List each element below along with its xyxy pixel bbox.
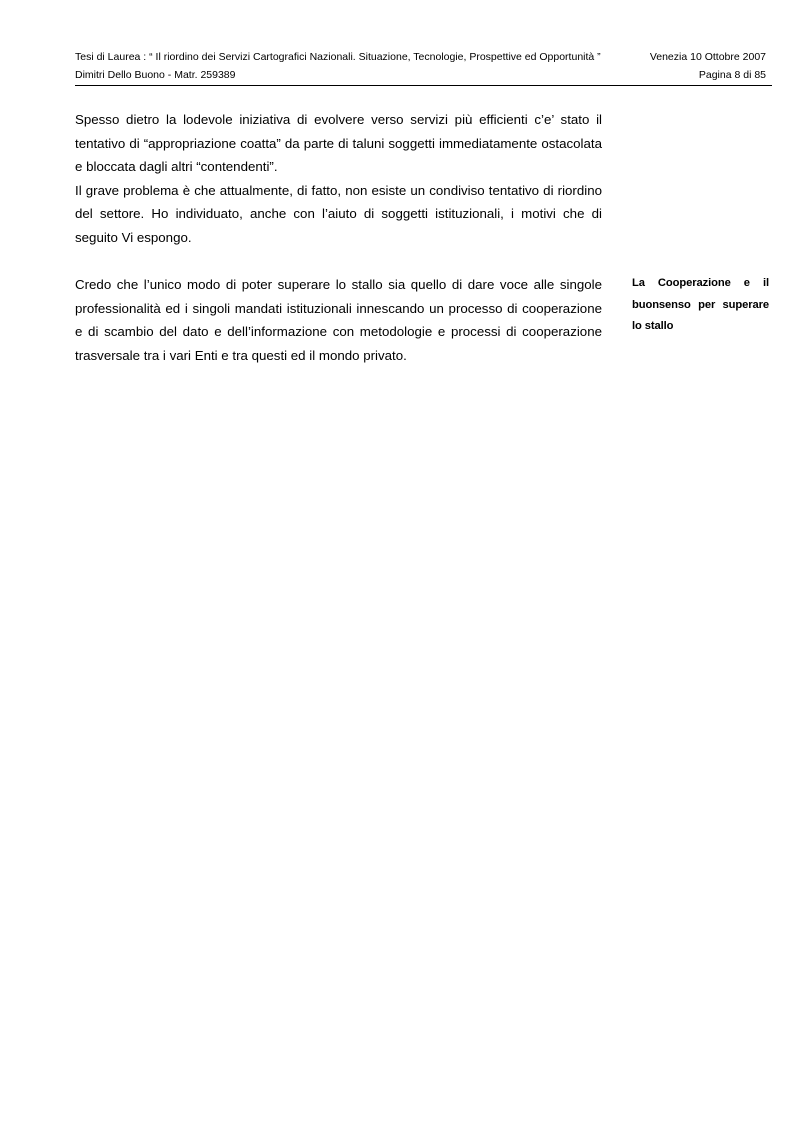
paragraph-3: Credo che l’unico modo di poter superare lo stallo sia quello di dare voce alle singole professionalità ed i singoli mandati istituzionali innescando un processo di cooperazione e di scambio del dato e dell’informazione con metodologie e processi di cooperazione trasversale tra i vari Enti e tra questi ed il mondo privato. (75, 277, 602, 363)
author-line: Dimitri Dello Buono - Matr. 259389 (75, 69, 236, 81)
header-date: Venezia 10 Ottobre 2007 (649, 51, 766, 63)
header-row-bottom (75, 66, 772, 84)
page-header (75, 48, 772, 86)
page-number: Pagina 8 di 85 (698, 69, 766, 81)
thesis-title: Tesi di Laurea : “ Il riordino dei Servizi Cartografici Nazionali. Situazione, Tecnologie, Prospettive ed Opportunità ” (75, 51, 601, 63)
paragraph-spacer (75, 250, 602, 274)
margin-note: La Cooperazione e il buonsenso per superare lo stallo (632, 277, 769, 332)
header-row-top (75, 48, 772, 66)
paragraph-2: Il grave problema è che attualmente, di fatto, non esiste un condiviso tentativo di riordino del settore. Ho individuato, anche con l’aiuto di soggetti istituzionali, i motivi che di seguito Vi espongo. (75, 182, 602, 245)
paragraph-1: Spesso dietro la lodevole iniziativa di evolvere verso servizi più efficienti c’e’ stato il tentativo di “appropriazione coatta” da parte di taluni soggetti immediatamente ostacolata e bloccata dagli altri “contendenti”. (75, 112, 602, 175)
main-text (75, 108, 602, 368)
